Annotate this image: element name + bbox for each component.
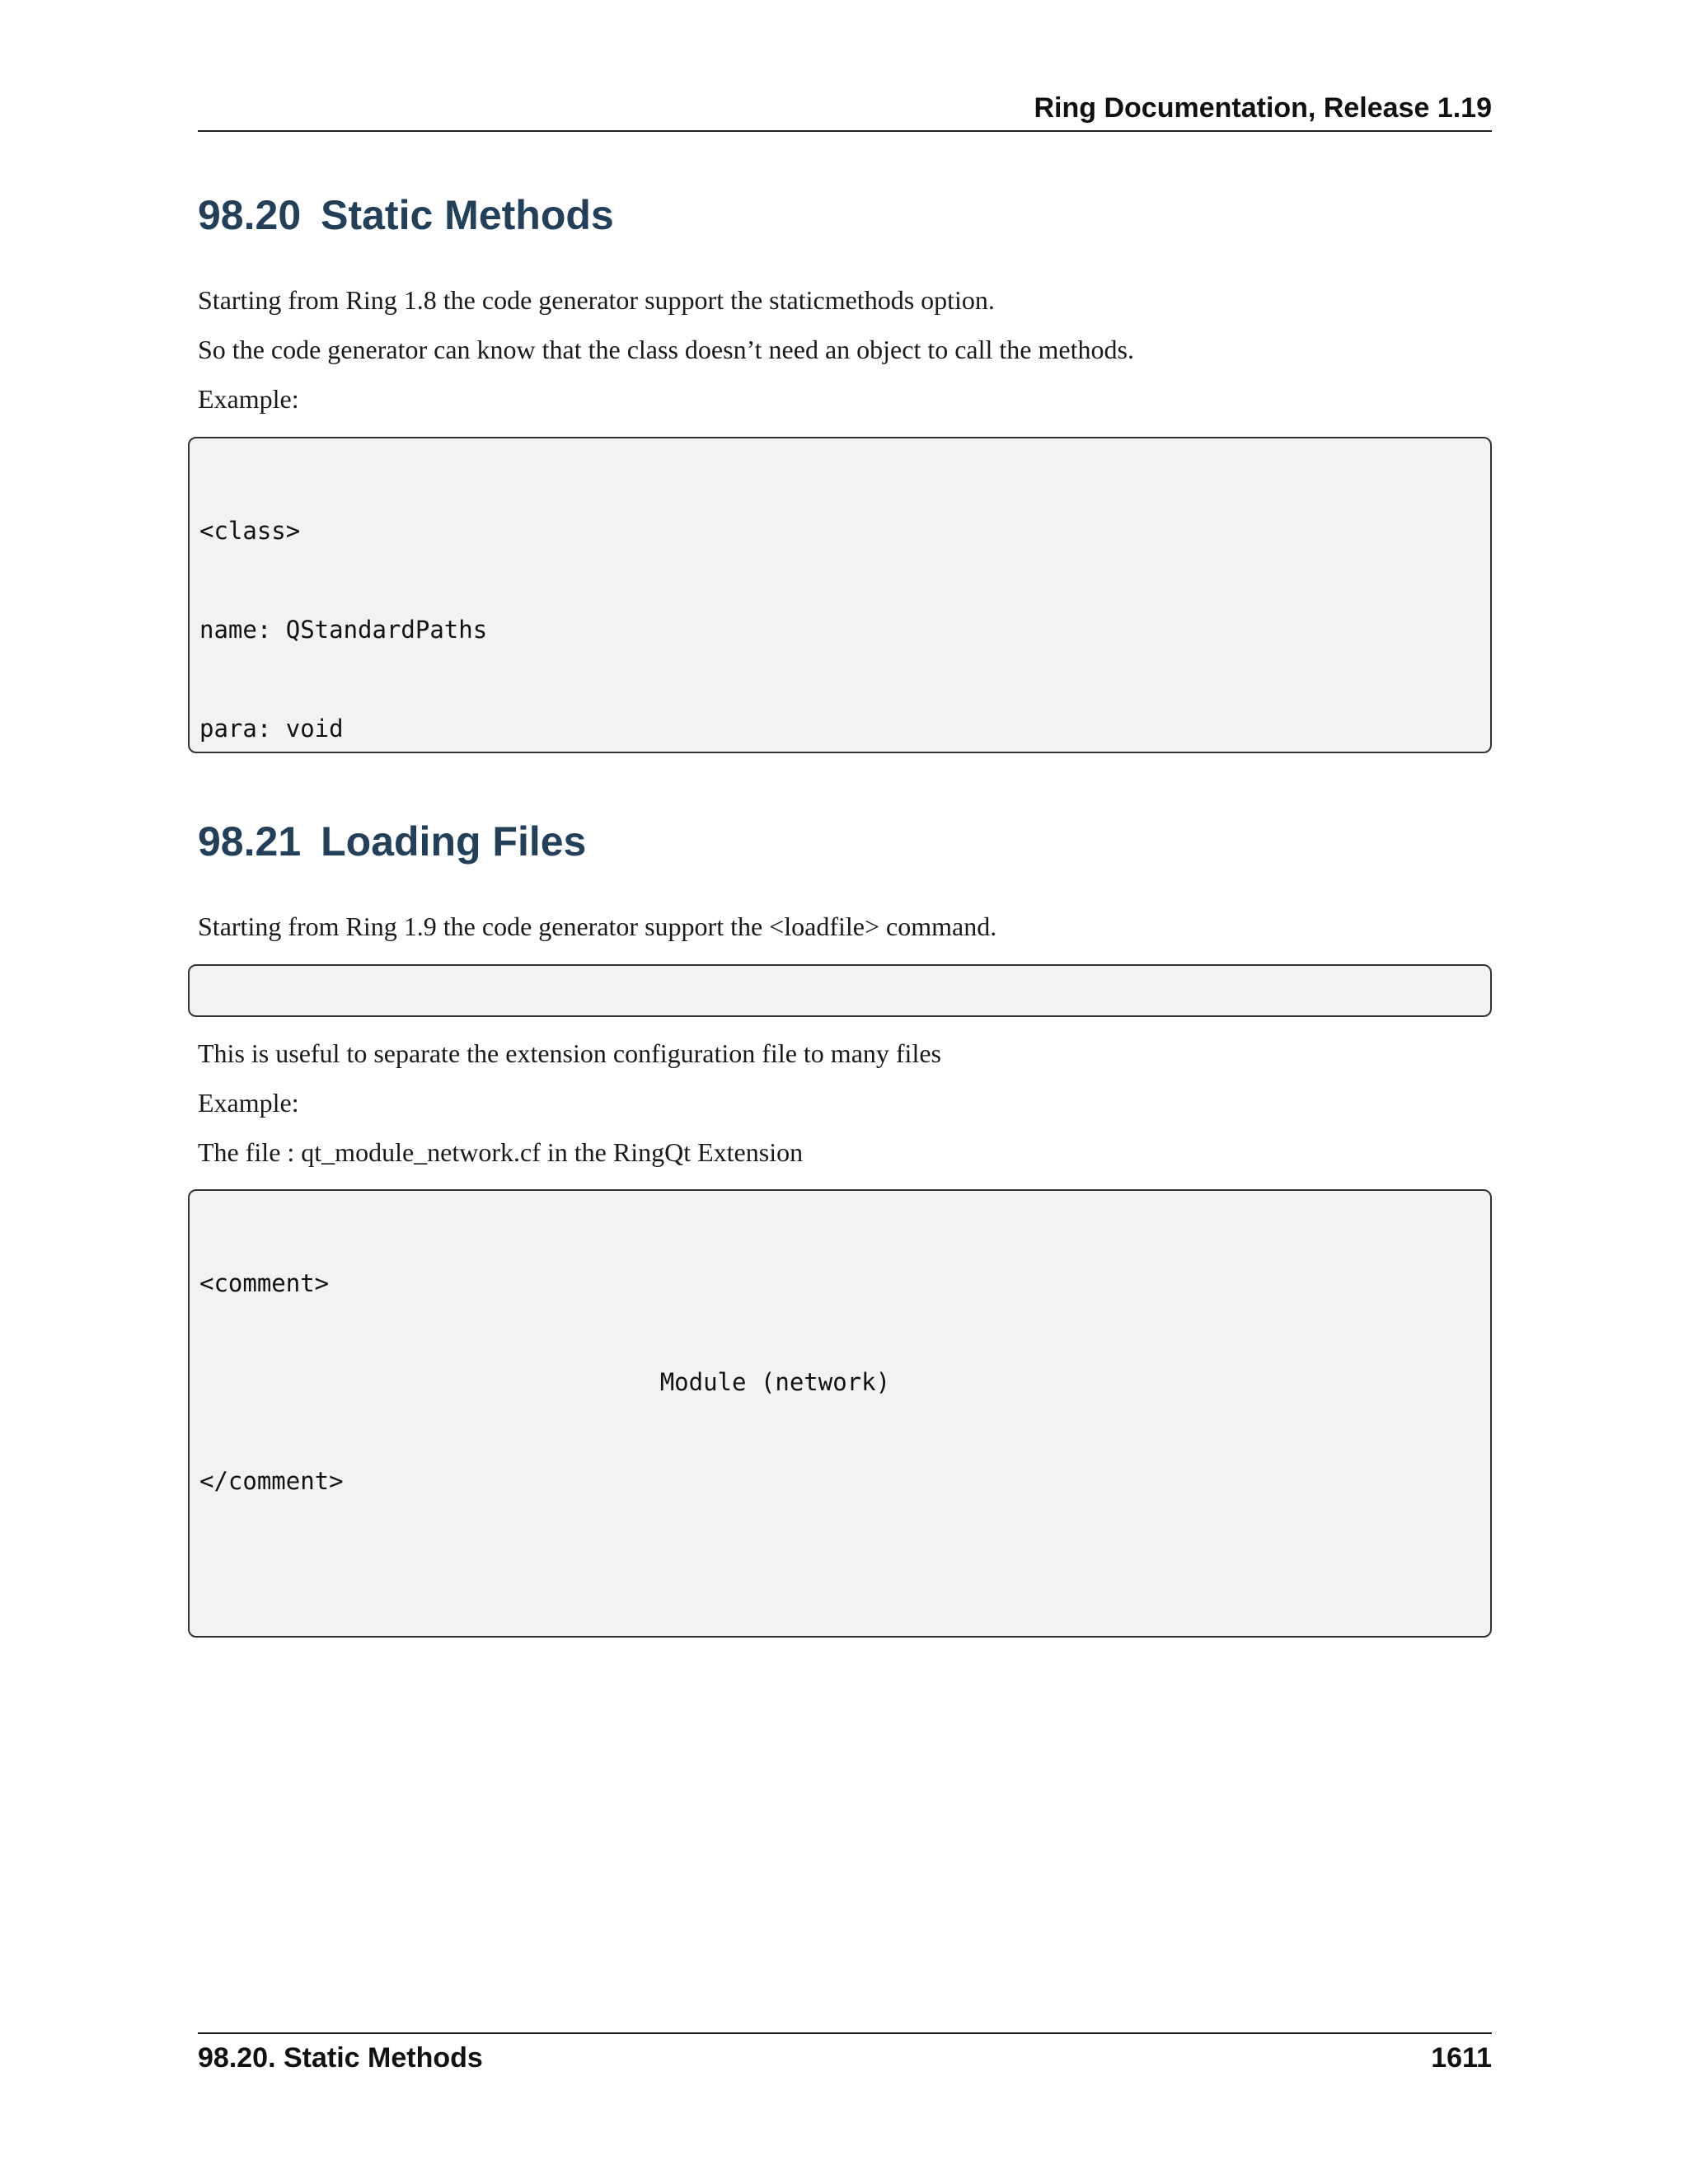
running-header: Ring Documentation, Release 1.19 xyxy=(1034,92,1492,124)
paragraph: Starting from Ring 1.8 the code generator support the staticmethods option. xyxy=(198,285,995,315)
header-rule xyxy=(198,130,1492,132)
document-page xyxy=(198,0,1492,2184)
code-block-network-module xyxy=(188,1189,1492,1638)
code-line: name: QStandardPaths xyxy=(199,616,488,644)
footer-rule xyxy=(198,2032,1492,2034)
paragraph: Example: xyxy=(198,384,299,414)
code-line xyxy=(199,1563,1480,1596)
code-line: Module (network) xyxy=(199,1368,891,1396)
code-line: <comment> xyxy=(199,1269,330,1297)
code-line: </comment> xyxy=(199,1467,344,1495)
section-title-text: Loading Files xyxy=(321,818,587,865)
paragraph: Example: xyxy=(198,1088,299,1118)
paragraph: The file : qt_module_network.cf in the RingQt Extension xyxy=(198,1137,804,1167)
section-number: 98.20 xyxy=(198,192,302,238)
section-title-text: Static Methods xyxy=(321,192,614,238)
paragraph: Starting from Ring 1.9 the code generator support the <loadfile> command. xyxy=(198,912,997,941)
page-number: 1611 xyxy=(1431,2042,1492,2074)
paragraph: This is useful to separate the extension configuration file to many files xyxy=(198,1038,941,1068)
footer-section-label: 98.20. Static Methods xyxy=(198,2042,483,2074)
section-heading-static-methods xyxy=(198,191,614,239)
paragraph: So the code generator can know that the class doesn’t need an object to call the methods. xyxy=(198,335,1134,364)
section-number: 98.21 xyxy=(198,818,302,865)
code-block-static-methods xyxy=(188,437,1492,753)
code-line: para: void xyxy=(199,715,344,743)
code-block-loadfile-syntax xyxy=(188,964,1492,1017)
section-heading-loading-files xyxy=(198,818,586,865)
code-line: <class> xyxy=(199,517,301,545)
